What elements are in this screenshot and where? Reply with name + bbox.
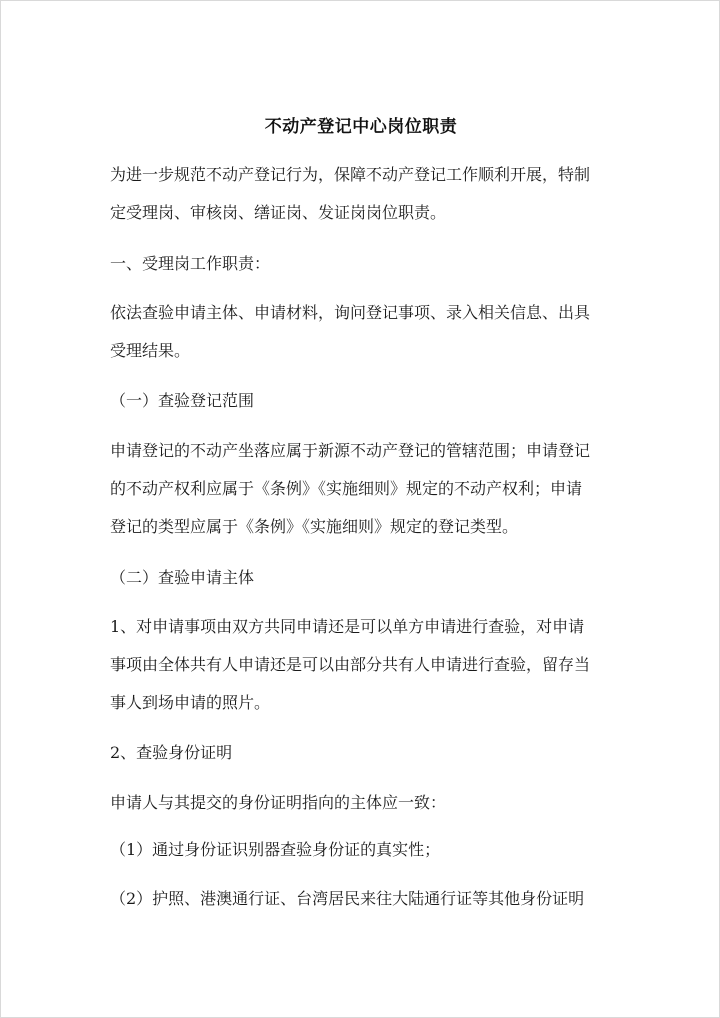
text-line: 的不动产权利应属于《条例》《实施细则》规定的不动产权利；申请 [110,479,583,498]
text-line: 为进一步规范不动产登记行为，保障不动产登记工作顺利开展，特制 [110,165,591,184]
section-heading-reception [110,245,616,283]
text-line: 依法查验申请主体、申请材料，询问登记事项、录入相关信息、出具 [110,303,591,322]
text-line: 一、受理岗工作职责： [110,254,271,273]
text-line: 2、查验身份证明 [110,743,233,762]
paragraph-reception-duties [110,294,616,370]
text-line: 事人到场申请的照片。 [110,693,271,712]
text-line: 事项由全体共有人申请还是可以由部分共有人申请进行查验，留存当 [110,655,591,674]
list-item-other-ids [110,880,616,918]
text-line: 1、对申请事项由双方共同申请还是可以单方申请进行查验，对申请 [110,617,585,636]
text-line: （1）通过身份证识别器查验身份证的真实性； [110,840,441,859]
paragraph-applicant-check [110,608,616,722]
paragraph-scope [110,432,616,546]
text-line: 申请人与其提交的身份证明指向的主体应一致： [110,793,447,812]
text-line: （二）查验申请主体 [110,568,255,587]
text-line: （一）查验登记范围 [110,391,255,410]
text-line: 登记的类型应属于《条例》《实施细则》规定的登记类型。 [110,517,519,536]
list-item-id-reader [110,831,616,869]
item-heading-id-check [110,734,616,772]
text-line: 申请登记的不动产坐落应属于新源不动产登记的管辖范围；申请登记 [110,441,591,460]
subsection-heading-applicant [110,559,616,597]
paragraph-intro [110,156,616,232]
text-line: （2）护照、港澳通行证、台湾居民来往大陆通行证等其他身份证明 [110,889,585,908]
subsection-heading-scope [110,382,616,420]
document-title: 不动产登记中心岗位职责 [264,117,458,137]
text-line: 定受理岗、审核岗、缮证岗、发证岗岗位职责。 [110,203,447,222]
text-line: 受理结果。 [110,341,191,360]
paragraph-id-consistency [110,784,616,822]
